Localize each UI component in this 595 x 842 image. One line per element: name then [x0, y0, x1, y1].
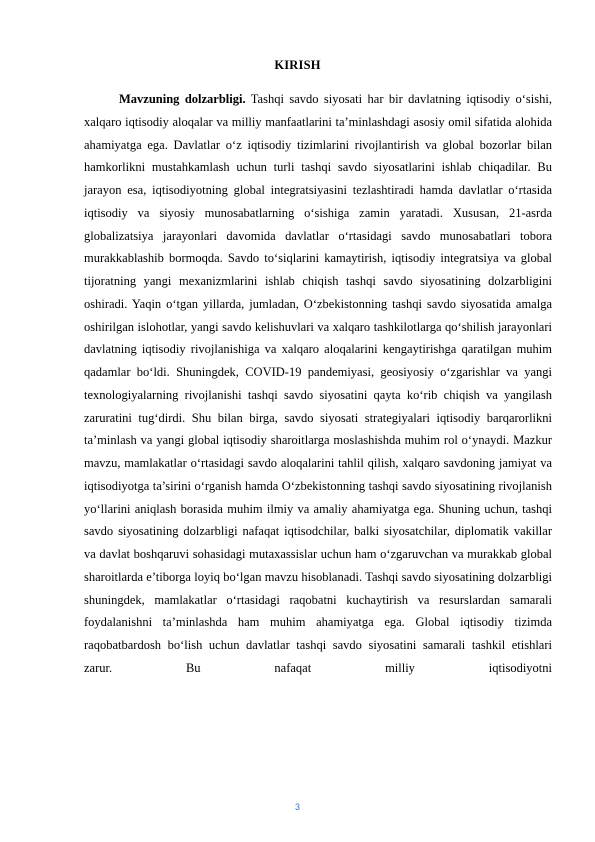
paragraph-lead: Mavzuning dolzarbligi. [119, 92, 246, 106]
page-number: 3 [294, 802, 300, 812]
paragraph-body: Tashqi savdo siyosati har bir davlatning iqtisodiy o‘sishi, xalqaro iqtisodiy aloqalar va milliy manfaatlarini ta’minlashdagi asosiy omil sifatida alohida ahamiyatga ega. Davlatlar o‘z iqtisodiy tizimlarini rivojlantirish va global bozorlar bilan hamkorlikni mustahkamlash uchun turli tashqi savdo siyosatlarini ishlab chiqadilar. Bu jarayon esa, iqtisodiyotning global integratsiyasini tezlashtiradi hamda davlatlar o‘rtasida iqtisodiy va siyosiy munosabatlarning o‘sishiga zamin yaratadi. Xususan, 21-asrda globalizatsiya jarayonlari davomida davlatlar o‘rtasidagi savdo munosabatlari tobora murakkablashib bormoqda. Savdo to‘siqlarini kamaytirish, iqtisodiy integratsiya va global tijoratning yangi mexanizmlarini ishlab chiqish tashqi savdo siyosatining dolzarbligini oshiradi. Yaqin o‘tgan yillarda, jumladan, O‘zbekistonning tashqi savdo siyosatida amalga oshirilgan islohotlar, yangi savdo kelishuvlari va xalqaro tashkilotlarga qo‘shilish jarayonlari davlatning iqtisodiy rivojlanishiga va xalqaro aloqalarini kengaytirishga qaratilgan muhim qadamlar bo‘ldi. Shuningdek, COVID-19 pandemiyasi, geosiyosiy o‘zgarishlar va yangi texnologiyalarning rivojlanishi tashqi savdo siyosatini qayta ko‘rib chiqish va yangilash zaruratini tug‘dirdi. Shu bilan birga, savdo siyosati strategiyalari iqtisodiy barqarorlikni ta’minlash va yangi global iqtisodiy sharoitlarga moslashishda muhim rol o‘ynaydi. Mazkur mavzu, mamlakatlar o‘rtasidagi savdo aloqalarini tahlil qilish, xalqaro savdoning jamiyat va iqtisodiyotga ta’sirini o‘rganish hamda O‘zbekistonning tashqi savdo siyosatining rivojlanish yo‘llarini aniqlash borasida muhim ilmiy va amaliy ahamiyatga ega. Shuning uchun, tashqi savdo siyosatining dolzarbligi nafaqat iqtisodchilar, balki siyosatchilar, diplomatik vakillar va davlat boshqaruvi sohasidagi mutaxassislar uchun ham o‘zgaruvchan va murakkab global sharoitlarda e’tiborga loyiq bo‘lgan mavzu hisoblanadi. Tashqi savdo siyosatining dolzarbligi shuningdek, mamlakatlar o‘rtasidagi raqobatni kuchaytirish va resurslardan samarali foydalanishni ta’minlashda ham muhim ahamiyatga ega. Global iqtisodiy tizimda raqobatbardosh bo‘lish uchun davlatlar tashqi savdo siyosatini samarali tashkil etishlari zarur. Bu nafaqat milliy iqtisodiyotni [84, 92, 552, 675]
body-paragraph [84, 88, 552, 680]
section-title: KIRISH [274, 58, 321, 72]
